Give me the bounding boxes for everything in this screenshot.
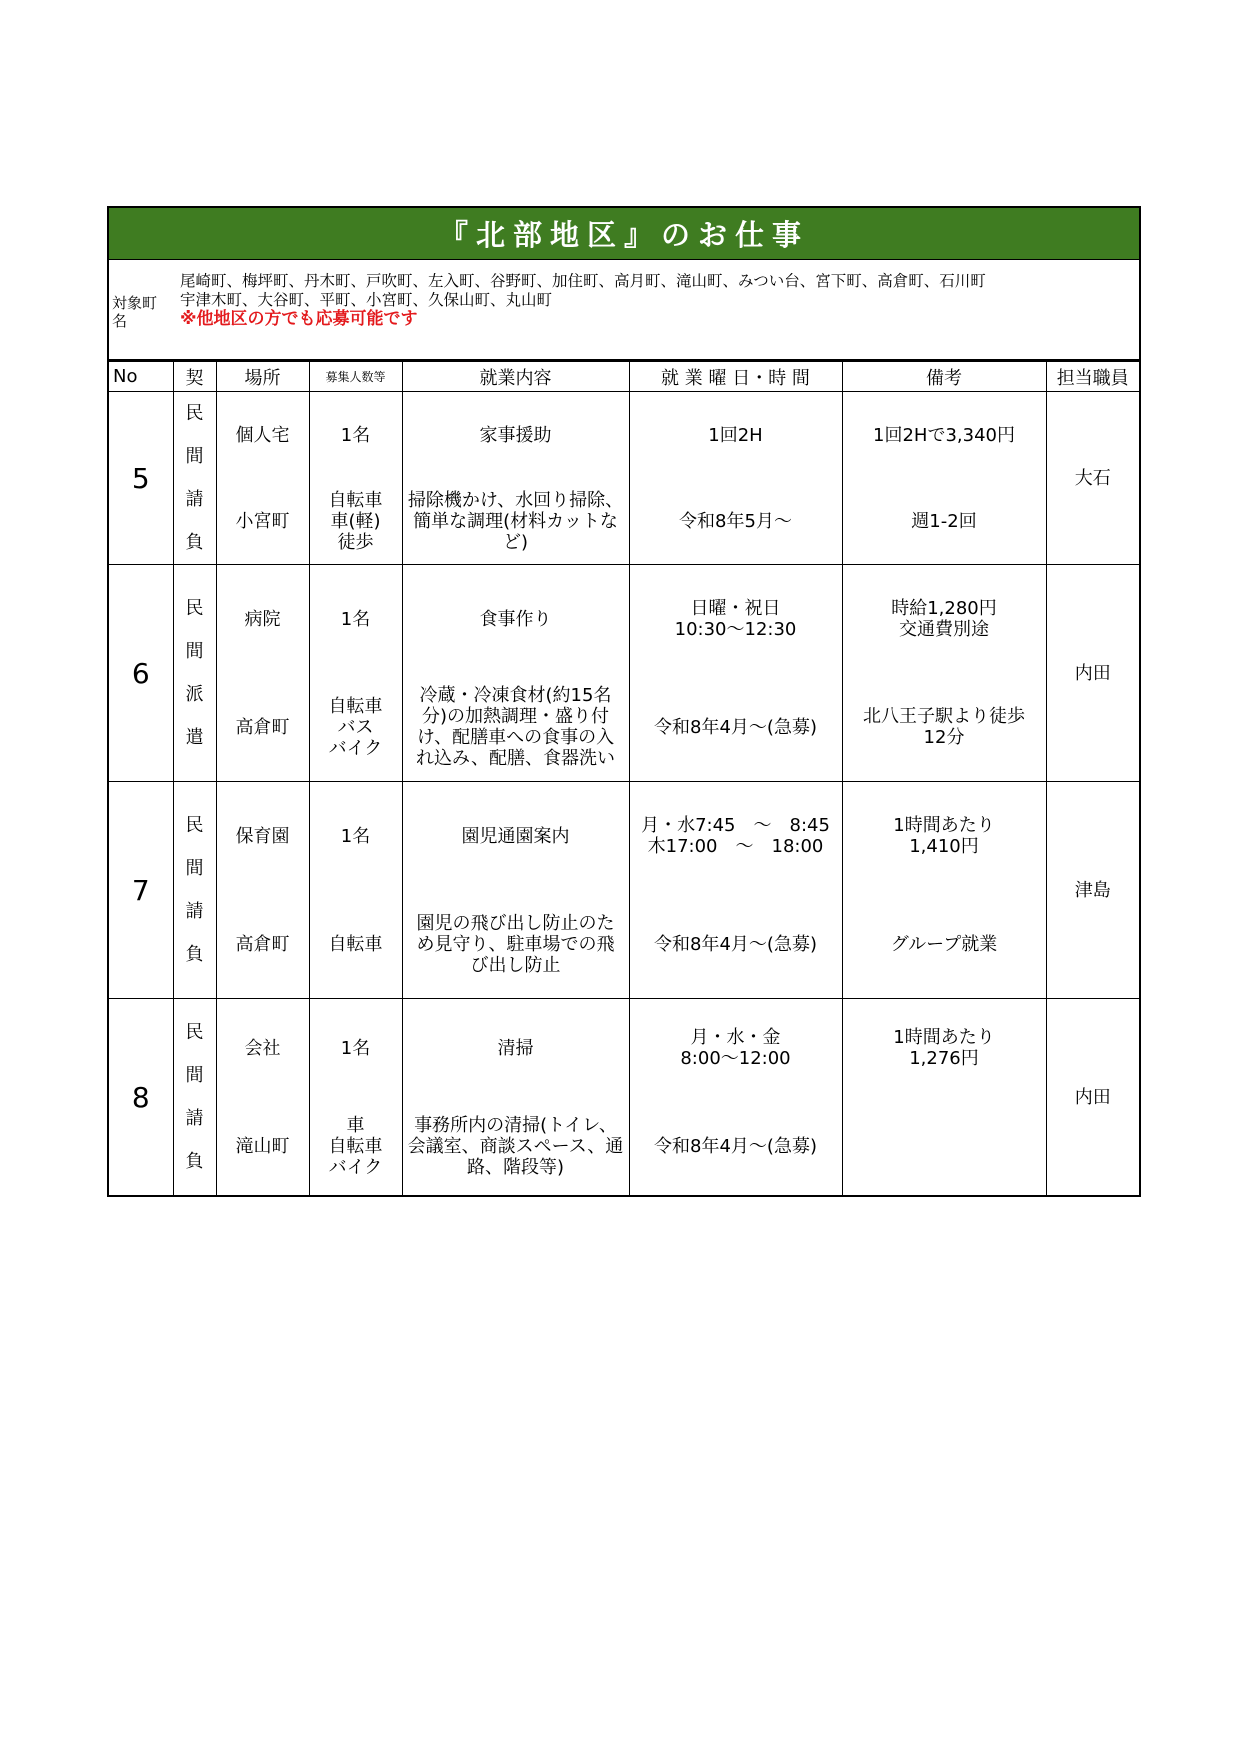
place-cell: [216, 999, 309, 1197]
place-cell: [216, 565, 309, 782]
cell-bottom: グループ就業: [890, 933, 998, 955]
cell-bottom: 自転車: [328, 933, 383, 955]
staff-cell: 内田: [1046, 999, 1140, 1197]
cell-bottom: 高倉町: [235, 933, 290, 955]
cell-top: 清掃: [497, 1037, 534, 1059]
table-row: [108, 565, 1140, 782]
cell-top: 1名: [340, 424, 371, 446]
remarks-cell: [842, 999, 1046, 1197]
header-no: No: [108, 362, 173, 392]
cell-top: 月・水7:45 ～ 8:45 木17:00 ～ 18:00: [641, 815, 830, 857]
work-cell: [402, 392, 629, 565]
area-towns: [180, 272, 986, 329]
recruit-cell: [309, 392, 402, 565]
cell-bottom: 小宮町: [235, 510, 290, 532]
table-header-row: [108, 362, 1140, 392]
header-recruit: 募集人数等: [309, 362, 402, 392]
recruit-cell: [309, 999, 402, 1197]
remarks-cell: [842, 782, 1046, 999]
header-remarks: 備考: [842, 362, 1046, 392]
cell-top: 1名: [340, 1037, 371, 1059]
schedule-cell: [629, 999, 842, 1197]
page-title: 『北部地区』のお仕事: [107, 206, 1141, 260]
work-cell: [402, 782, 629, 999]
job-number: 6: [108, 565, 173, 782]
cell-bottom: 滝山町: [235, 1135, 290, 1157]
cell-top: 個人宅: [235, 424, 290, 446]
staff-cell: 津島: [1046, 782, 1140, 999]
cell-bottom: 園児の飛び出し防止のた め見守り、駐車場での飛 び出し防止: [416, 912, 615, 976]
table-row: [108, 392, 1140, 565]
cell-bottom: 北八王子駅より徒歩 12分: [863, 706, 1025, 748]
work-cell: [402, 565, 629, 782]
cell-bottom: [843, 1097, 1046, 1195]
cell-top: 月・水・金 8:00～12:00: [680, 1027, 791, 1069]
cell-bottom: 車 自転車 バイク: [328, 1114, 383, 1178]
jobs-table: [107, 361, 1141, 1197]
contract-type: 民 間 請 負: [173, 782, 216, 999]
remarks-cell: [842, 565, 1046, 782]
cell-top: 1時間あたり 1,410円: [893, 815, 995, 857]
cell-bottom: 高倉町: [235, 716, 290, 738]
cell-bottom: 冷蔵・冷凍食材(約15名 分)の加熱調理・盛り付 け、配膳車への食事の入 れ込み、配膳、食器洗い: [415, 685, 616, 769]
staff-cell: 大石: [1046, 392, 1140, 565]
cell-top: 1名: [340, 825, 371, 847]
cell-top: 日曜・祝日 10:30～12:30: [674, 598, 797, 640]
cell-top: 病院: [244, 608, 281, 630]
header-place: 場所: [216, 362, 309, 392]
cell-bottom: 令和8年4月～(急募): [654, 1135, 817, 1157]
job-number: 8: [108, 999, 173, 1197]
cell-top: 家事援助: [479, 424, 552, 446]
cell-top: 保育園: [235, 825, 290, 847]
cell-top: 園児通園案内: [461, 825, 570, 847]
area-note: ※他地区の方でも応募可能です: [180, 309, 418, 329]
cell-bottom: 週1-2回: [911, 510, 977, 532]
work-cell: [402, 999, 629, 1197]
cell-bottom: 令和8年5月～: [679, 510, 792, 532]
cell-top: 食事作り: [479, 608, 552, 630]
header-work: 就業内容: [402, 362, 629, 392]
cell-top: 会社: [244, 1037, 281, 1059]
header-kei: 契: [173, 362, 216, 392]
staff-cell: 内田: [1046, 565, 1140, 782]
cell-top: 1時間あたり 1,276円: [893, 1027, 995, 1069]
target-area-section: [107, 260, 1141, 361]
cell-top: 1名: [340, 608, 371, 630]
cell-bottom: 自転車 バス バイク: [328, 695, 383, 759]
cell-bottom: 令和8年4月～(急募): [654, 933, 817, 955]
schedule-cell: [629, 565, 842, 782]
cell-top: 1回2H: [708, 424, 763, 446]
table-row: [108, 999, 1140, 1197]
cell-top: 時給1,280円 交通費別途: [891, 598, 997, 640]
area-towns-line1: 尾崎町、梅坪町、丹木町、戸吹町、左入町、谷野町、加住町、高月町、滝山町、みつい台、宮下町、高倉町、石川町: [180, 272, 986, 290]
schedule-cell: [629, 782, 842, 999]
cell-bottom: 掃除機かけ、水回り掃除、 簡単な調理(材料カットな ど): [407, 489, 624, 553]
place-cell: [216, 392, 309, 565]
header-staff: 担当職員: [1046, 362, 1140, 392]
area-towns-line2: 宇津木町、大谷町、平町、小宮町、久保山町、丸山町: [180, 291, 553, 309]
area-label: 対象町名: [112, 294, 158, 330]
header-schedule: 就 業 曜 日・時 間: [629, 362, 842, 392]
place-cell: [216, 782, 309, 999]
job-number: 5: [108, 392, 173, 565]
contract-type: 民 間 請 負: [173, 999, 216, 1197]
job-listing-sheet: [107, 206, 1141, 1197]
cell-bottom: 令和8年4月～(急募): [654, 716, 817, 738]
remarks-cell: [842, 392, 1046, 565]
cell-bottom: 事務所内の清掃(トイレ、 会議室、商談スペース、通 路、階段等): [407, 1114, 624, 1178]
recruit-cell: [309, 782, 402, 999]
contract-type: 民 間 派 遣: [173, 565, 216, 782]
job-number: 7: [108, 782, 173, 999]
table-row: [108, 782, 1140, 999]
schedule-cell: [629, 392, 842, 565]
recruit-cell: [309, 565, 402, 782]
contract-type: 民 間 請 負: [173, 392, 216, 565]
cell-top: 1回2Hで3,340円: [873, 424, 1015, 446]
cell-bottom: 自転車 車(軽) 徒歩: [328, 489, 383, 553]
